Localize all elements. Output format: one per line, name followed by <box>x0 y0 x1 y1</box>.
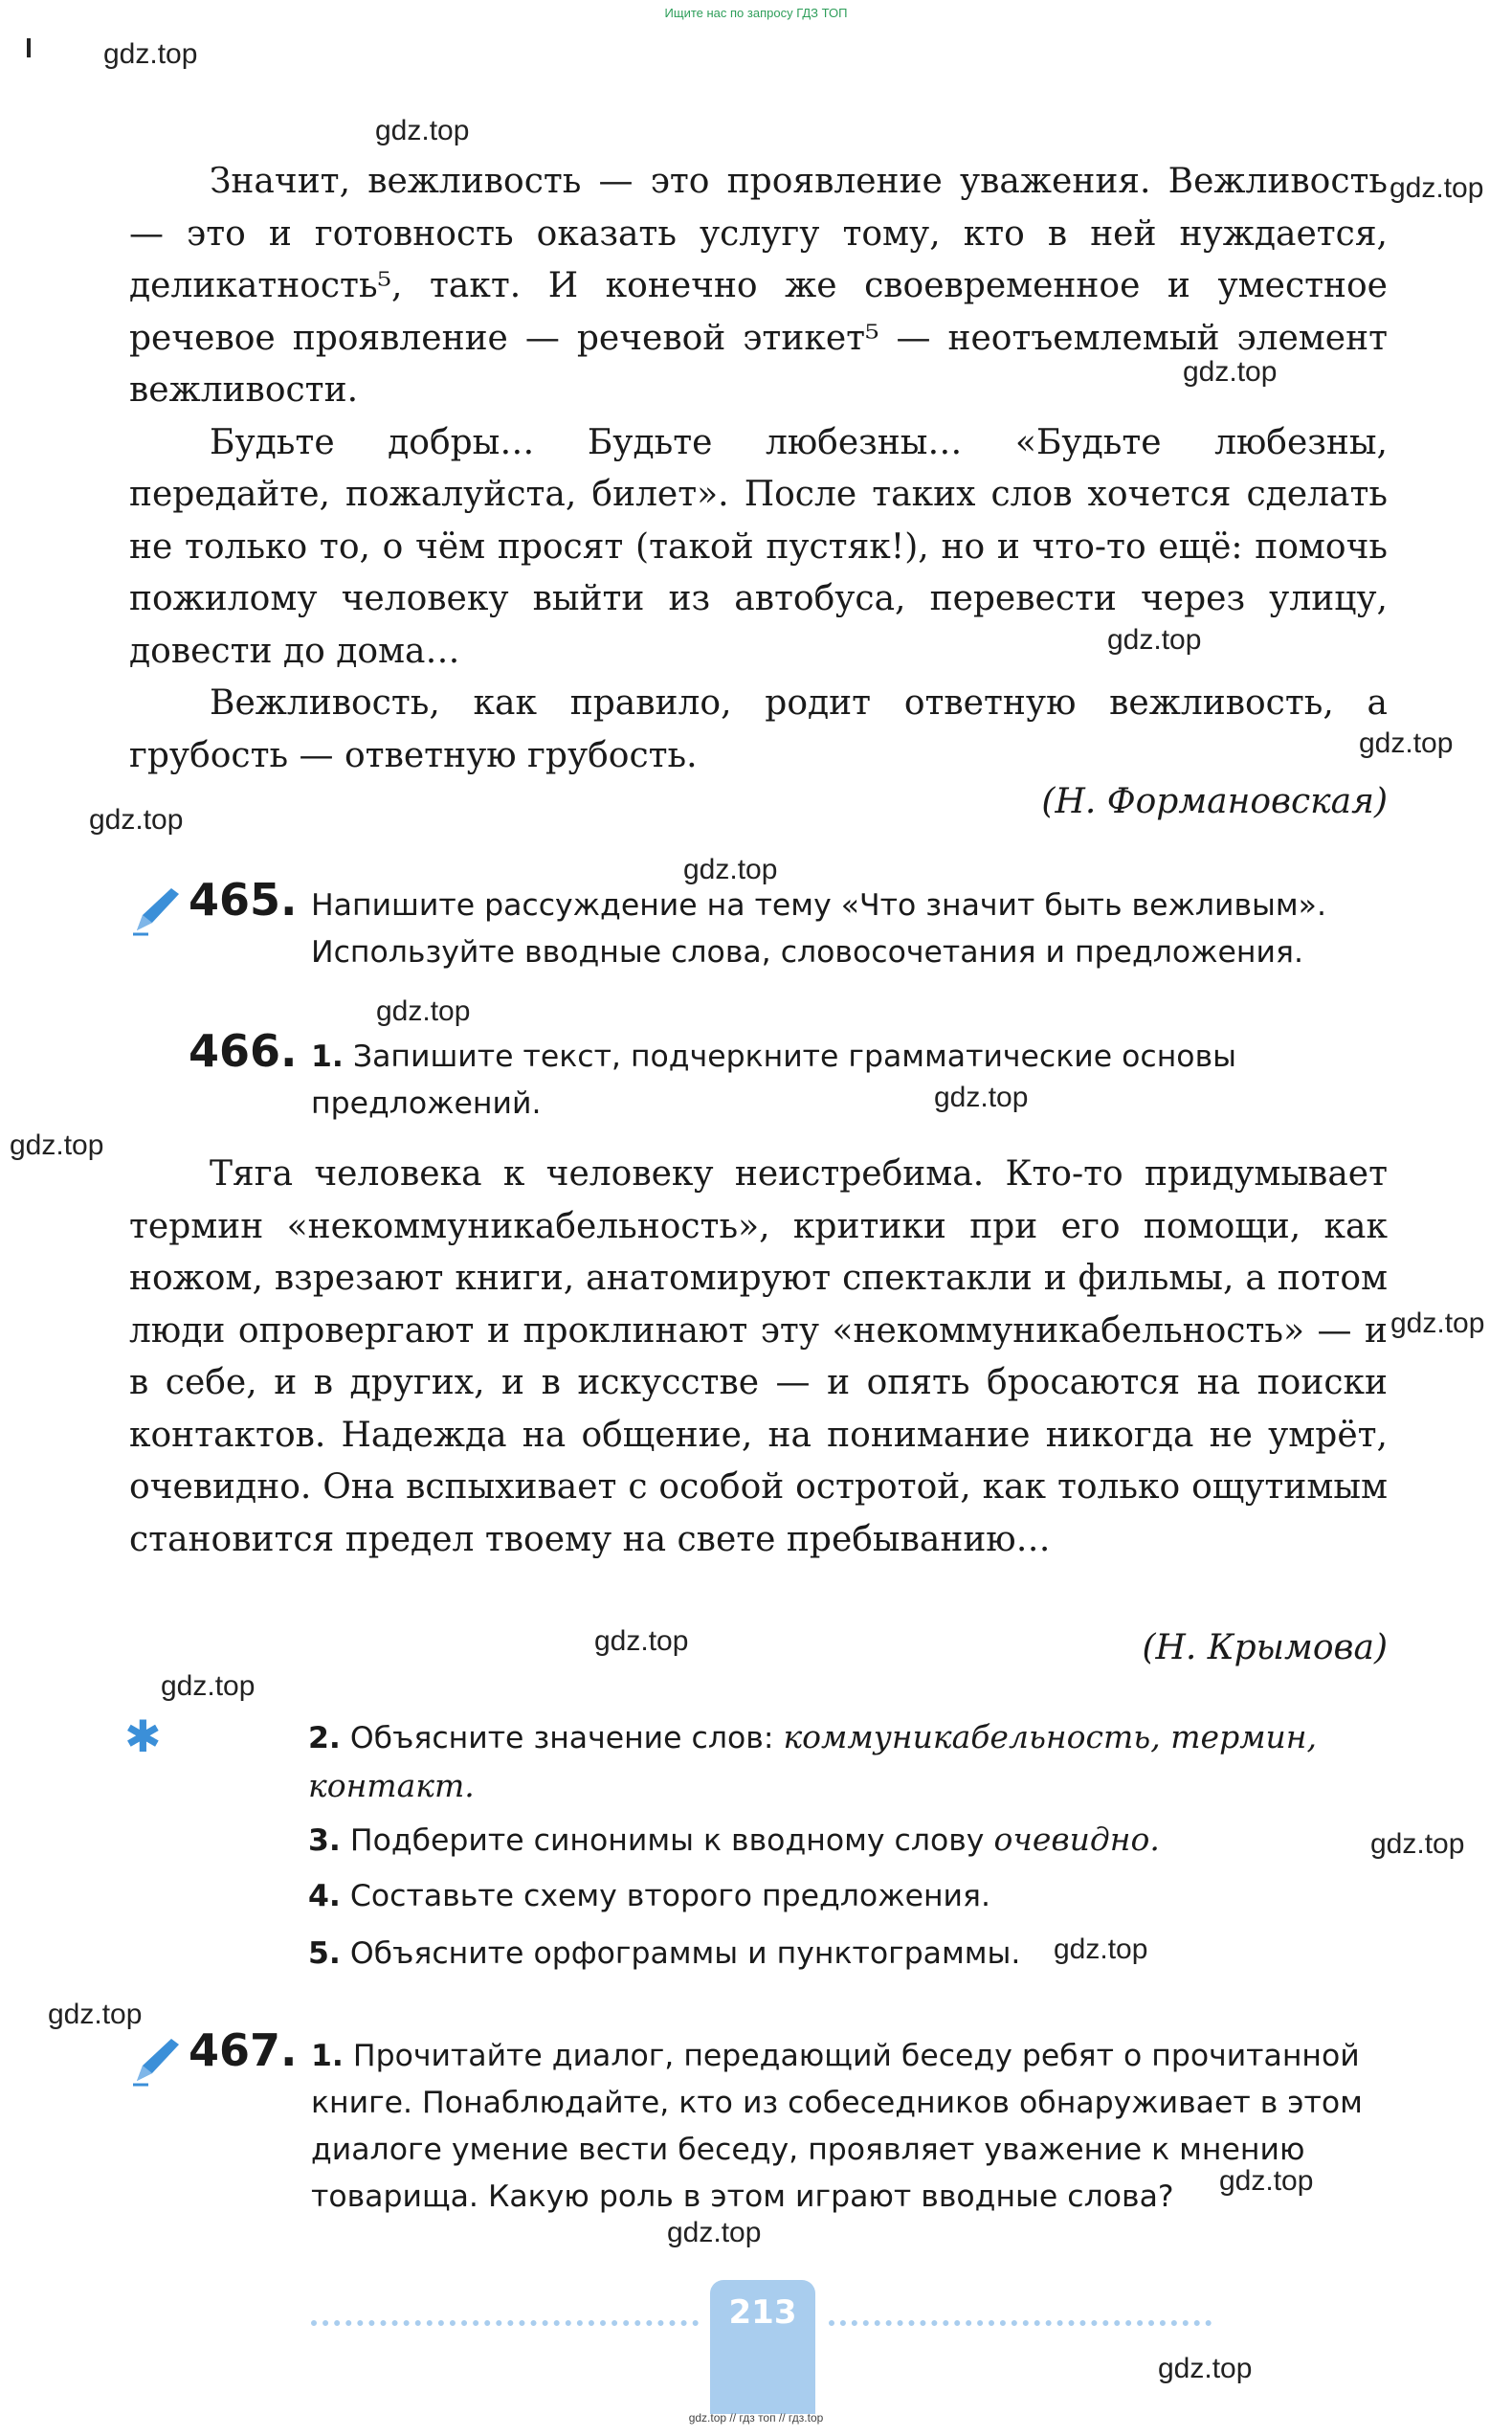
sub-text: Запишите текст, подчеркните грамматические основы предложений. <box>311 1039 1237 1121</box>
task-text: 1. Прочитайте диалог, передающий беседу ребят о прочитанной книге. Понаблюдайте, кто из собеседников обнаруживает в этом диалоге умение вести беседу, проявляет уважение к мнению товарища. Какую роль в этом играют вводные слова? <box>311 2039 1363 2214</box>
task-number: 466. <box>189 1025 298 1077</box>
page-footer <box>0 2259 1512 2393</box>
dotted-rule <box>829 2320 1212 2326</box>
task-instruction <box>311 1034 1388 1128</box>
paragraph: Вежливость, как правило, родит ответную вежливость, а грубость — ответную грубость. <box>129 683 1388 775</box>
watermark: gdz.top <box>376 995 471 1027</box>
footer-links: gdz.top // гдз топ // гдз.top <box>688 2411 824 2425</box>
scan-edge-mark <box>27 38 31 57</box>
pen-icon <box>129 2033 183 2087</box>
watermark: gdz.top <box>667 2217 762 2248</box>
watermark: gdz.top <box>1370 1828 1465 1860</box>
subtask-4: 4. Составьте схему второго предложения. <box>308 1879 990 1913</box>
paragraph: Будьте добры… Будьте любезны… «Будьте любезны, передайте, пожалуйста, билет». После таких слов хочется сделать не только то, о чём просят (такой пустяк!), но и что-то ещё: помочь пожилому человеку выйти из автобуса, перевести через улицу, довести до дома… <box>129 422 1388 671</box>
watermark: gdz.top <box>683 854 778 885</box>
watermark: gdz.top <box>1107 624 1202 656</box>
sub-number: 1. <box>311 1039 344 1074</box>
subtask-5: 5. Объясните орфограммы и пунктограммы. <box>308 1936 1021 1971</box>
watermark: gdz.top <box>161 1670 256 1702</box>
paragraph: Значит, вежливость — это проявление уважения. Вежливость — это и готовность оказать услугу тому, кто в ней нуждается, деликатность⁵, такт. И конечно же своевременное и уместное речевое проявление — речевой этикет⁵ — неотъемлемый элемент вежливости. <box>129 162 1388 410</box>
page-number: 213 <box>728 2293 797 2332</box>
task-number: 465. <box>189 874 298 926</box>
passage-formanovskaya <box>129 156 1388 782</box>
task-466 <box>129 1025 1388 1128</box>
task-465 <box>129 874 1388 976</box>
subtask-2: 2. Объясните значение слов: коммуникабельность, термин, контакт. <box>308 1718 1318 1804</box>
watermark: gdz.top <box>1054 1933 1148 1965</box>
passage-krymova <box>129 1149 1388 1566</box>
watermark: gdz.top <box>1183 356 1278 388</box>
watermark: gdz.top <box>375 115 470 146</box>
watermark: gdz.top <box>103 38 198 70</box>
watermark: gdz.top <box>594 1625 689 1657</box>
asterisk-icon: ✱ <box>124 1710 162 1762</box>
italic-words: коммуникабельность, термин, контакт. <box>308 1718 1318 1804</box>
task-text: Напишите рассуждение на тему «Что значит быть вежливым». Используйте вводные слова, словосочетания и предложения. <box>311 888 1326 970</box>
task-467 <box>129 2024 1388 2221</box>
watermark: gdz.top <box>1219 2165 1314 2197</box>
italic-word: очевидно. <box>993 1821 1160 1858</box>
watermark: gdz.top <box>1359 727 1454 759</box>
author-krymova: (Н. Крымова) <box>1142 1628 1388 1667</box>
pen-icon <box>129 883 183 936</box>
watermark: gdz.top <box>1158 2353 1253 2384</box>
subtask-3: 3. Подберите синонимы к вводному слову очевидно. <box>308 1821 1160 1858</box>
paragraph: Тяга человека к человеку неистребима. Кто-то придумывает термин «некоммуникабельность», критики при его помощи, как ножом, взрезают книги, анатомируют спектакли и фильмы, а потом люди опровергают и проклинают эту «некоммуникабельность» — и в себе, и в других, и в искусстве — и опять бросаются на поиски контактов. Надежда на общение, на понимание никогда не умрёт, очевидно. Она вспыхивает с особой остротой, как только ощутимым становится предел твоему на свете пребыванию… <box>129 1154 1388 1559</box>
watermark: gdz.top <box>1390 172 1484 204</box>
dotted-rule <box>311 2320 699 2326</box>
author-formanovskaya: (Н. Формановская) <box>1041 782 1388 821</box>
header-ad: Ищите нас по запросу ГДЗ ТОП <box>664 6 848 20</box>
watermark: gdz.top <box>1390 1307 1485 1339</box>
task-number: 467. <box>189 2024 298 2076</box>
watermark: gdz.top <box>89 804 184 836</box>
watermark: gdz.top <box>934 1082 1029 1113</box>
watermark: gdz.top <box>48 1999 143 2030</box>
watermark: gdz.top <box>10 1129 104 1161</box>
